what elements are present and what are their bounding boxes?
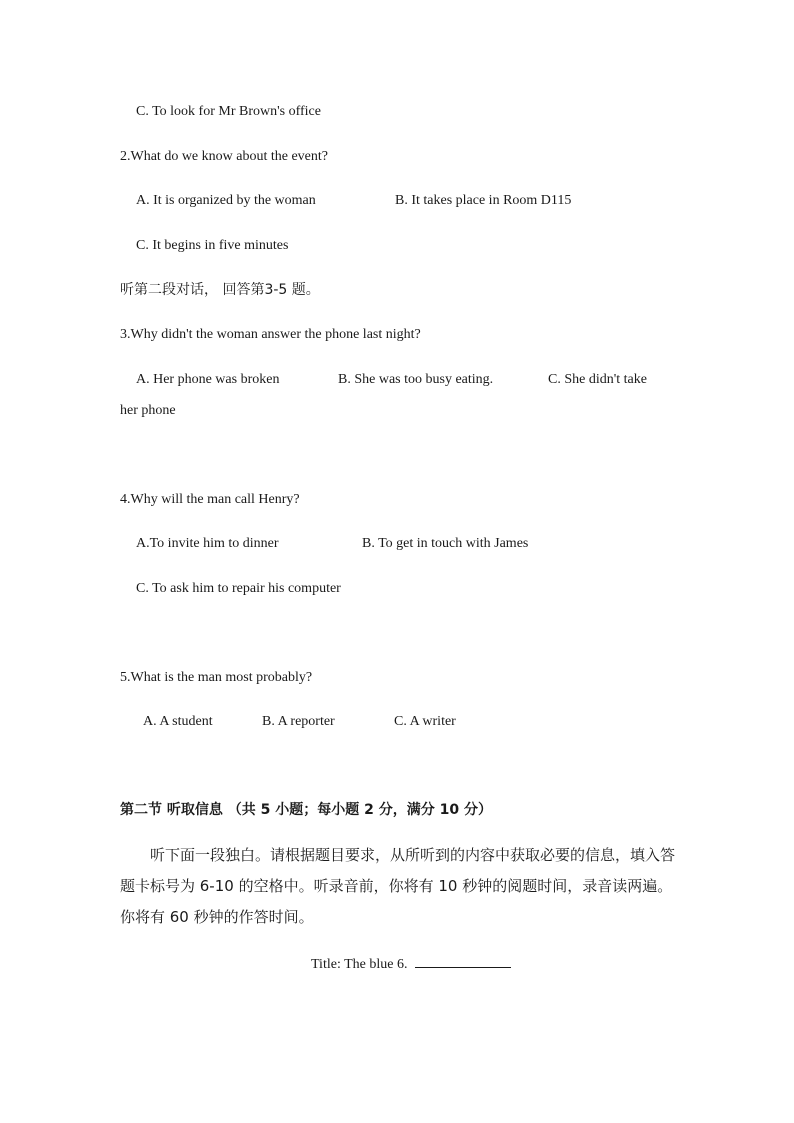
question-2-option-b: B. It takes place in Room D115 (395, 193, 572, 208)
question-5-option-b: B. A reporter (262, 714, 335, 729)
section-1-instruction: 听第二段对话， 回答第3-5 题。 (120, 282, 320, 298)
question-2-option-c: C. It begins in five minutes (136, 238, 289, 253)
title-line (311, 954, 511, 974)
question-4-option-c: C. To ask him to repair his computer (136, 581, 341, 596)
question-3-option-c: C. She didn't take (548, 372, 647, 387)
question-4-option-a: A.To invite him to dinner (136, 536, 279, 551)
question-5-option-c: C. A writer (394, 714, 456, 729)
question-5-option-a: A. A student (143, 714, 213, 729)
question-3-text: 3.Why didn't the woman answer the phone last night? (120, 327, 421, 342)
title-text: Title: The blue 6. (311, 957, 408, 972)
question-3-option-a: A. Her phone was broken (136, 372, 280, 387)
section-2-instructions: 听下面一段独白。请根据题目要求，从所听到的内容中获取必要的信息，填入答题卡标号为 6-10 的空格中。听录音前，你将有 10 秒钟的阅题时间，录音读两遍。你将有 60 秒钟的作答时间。 (120, 846, 676, 926)
question-4-option-b: B. To get in touch with James (362, 536, 529, 551)
question-3-option-c-continued: her phone (120, 403, 176, 418)
question-3-option-b: B. She was too busy eating. (338, 372, 494, 387)
section-2-heading: 第二节 听取信息 （共 5 小题；每小题 2 分，满分 10 分） (120, 802, 492, 818)
question-1-option-c: C. To look for Mr Brown's office (136, 104, 321, 119)
question-2-text: 2.What do we know about the event? (120, 149, 328, 164)
question-4-text: 4.Why will the man call Henry? (120, 492, 300, 507)
answer-blank-6[interactable] (415, 954, 511, 968)
question-5-text: 5.What is the man most probably? (120, 670, 313, 685)
question-2-option-a: A. It is organized by the woman (136, 193, 316, 208)
